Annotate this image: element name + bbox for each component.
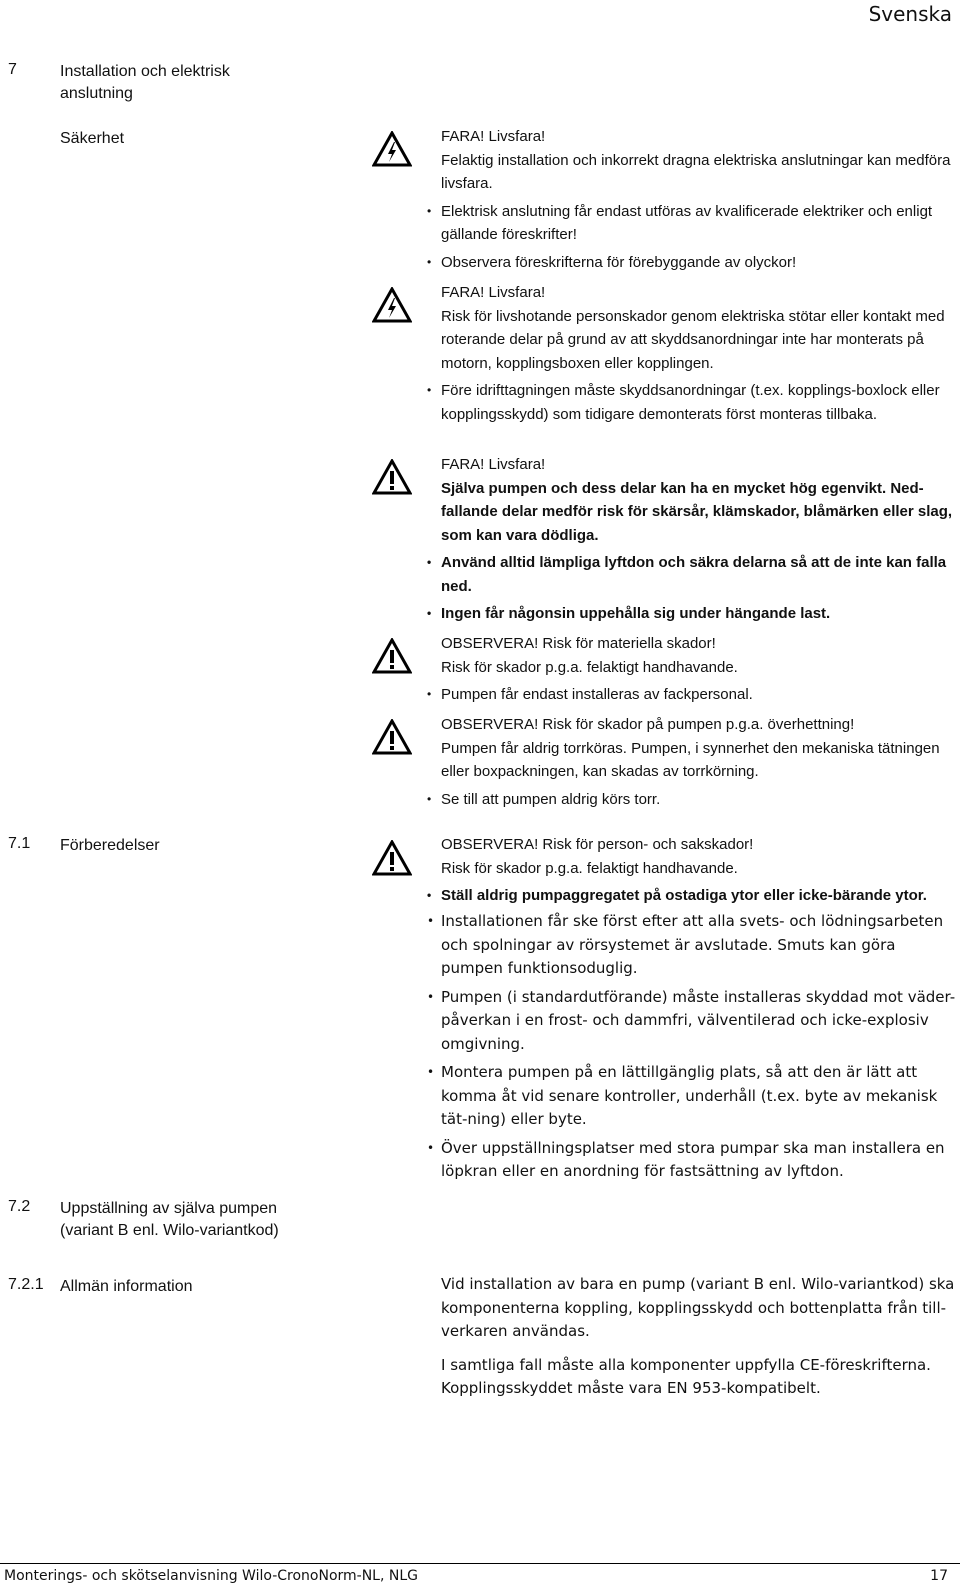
warning-bullet: • Ingen får någonsin uppehålla sig under hängande last. — [441, 602, 956, 626]
list-item: • Installationen får ske först efter att alla svets- och lödningsarbeten och spolningar av rörsystemet är avslutade. Smuts kan göra pumpen funktionsoduglig. — [441, 910, 956, 981]
electrical-hazard-icon — [372, 287, 412, 323]
warning-block-5 — [441, 713, 956, 815]
warning-bullet: • Observera föreskrifterna för förebyggande av olyckor! — [441, 251, 956, 275]
warning-text: Risk för skador p.g.a. felaktigt handhavande. — [441, 658, 738, 676]
list-item: • Montera pumpen på en lättillgänglig plats, så att den är lätt att komma åt vid senare kontroller, underhåll (t.ex. byte av mekanisk tät-ning) eller byte. — [441, 1061, 956, 1132]
warning-text: Felaktig installation och inkorrekt dragna elektriska anslutningar kan medföra livsfara. — [441, 151, 951, 192]
language-label: Svenska — [868, 2, 952, 26]
section-7-2-number: 7.2 — [8, 1198, 31, 1215]
warning-block-4 — [441, 632, 956, 711]
warning-text: Risk för skador p.g.a. felaktigt handhavande. — [441, 859, 738, 877]
footer-divider — [0, 1563, 960, 1564]
warning-title: OBSERVERA! Risk för person- och sakskador! — [441, 836, 754, 853]
section-7-2-1-title: Allmän information — [60, 1278, 193, 1295]
section-7-1-title: Förberedelser — [60, 837, 160, 854]
warning-title: FARA! Livsfara! — [441, 128, 546, 145]
warning-bullet: • Se till att pumpen aldrig körs torr. — [441, 788, 956, 812]
paragraph: I samtliga fall måste alla komponenter uppfylla CE-föreskrifterna. Kopplingsskyddet måste vara EN 953-kompatibelt. — [441, 1355, 931, 1397]
warning-title: FARA! Livsfara! — [441, 456, 546, 473]
warning-title: OBSERVERA! Risk för skador på pumpen p.g.a. överhettning! — [441, 716, 855, 733]
warning-text: Själva pumpen och dess delar kan ha en mycket hög egenvikt. Ned-fallande delar medför risk för skärsår, klämskador, blåmärken eller slag, som kan vara dödliga. — [441, 479, 953, 544]
footer-text: Monterings- och skötselanvisning Wilo-CronoNorm-NL, NLG — [4, 1568, 419, 1584]
paragraph: Vid installation av bara en pump (variant B enl. Wilo-variantkod) ska komponenterna koppling, kopplingsskydd och bottenplatta från till-verkaren användas. — [441, 1275, 955, 1340]
section-7-1-number: 7.1 — [8, 835, 31, 852]
safety-label: Säkerhet — [60, 130, 125, 147]
warning-bullet: • Före idrifttagningen måste skyddsanordningar (t.ex. kopplings-boxlock eller kopplingsskydd) som tidigare demonterats först monteras tillbaka. — [441, 379, 956, 426]
warning-bullet: • Ställ aldrig pumpaggregatet på ostadiga ytor eller icke-bärande ytor. — [441, 884, 956, 908]
warning-block-7-1 — [441, 833, 956, 912]
general-warning-icon — [372, 840, 412, 876]
page-number: 17 — [930, 1568, 948, 1584]
warning-title: FARA! Livsfara! — [441, 284, 546, 301]
warning-block-2 — [441, 281, 956, 430]
general-info-text — [441, 1273, 956, 1401]
section-7-2-title: Uppställning av själva pumpen (variant B enl. Wilo-variantkod) — [60, 1200, 279, 1239]
warning-bullet: • Pumpen får endast installeras av fackpersonal. — [441, 683, 956, 707]
section-7-2-1-number: 7.2.1 — [8, 1276, 44, 1293]
warning-text: Pumpen får aldrig torrköras. Pumpen, i synnerhet den mekaniska tätningen eller boxpackningen, kan skadas av torrkörning. — [441, 739, 940, 780]
general-warning-icon — [372, 638, 412, 674]
warning-title: OBSERVERA! Risk för materiella skador! — [441, 635, 716, 652]
section-7-number: 7 — [8, 61, 17, 78]
list-item: • Över uppställningsplatser med stora pumpar ska man installera en löpkran eller en anordning för fastsättning av lyftdon. — [441, 1137, 956, 1184]
list-item: • Pumpen (i standardutförande) måste installeras skyddad mot väder-påverkan i en frost- och dammfri, välventilerad och icke-explosiv omgivning. — [441, 986, 956, 1057]
warning-bullet: • Elektrisk anslutning får endast utföras av kvalificerade elektriker och enligt gällande föreskrifter! — [441, 200, 956, 247]
warning-block-3 — [441, 453, 956, 630]
section-7-title: Installation och elektrisk anslutning — [60, 63, 230, 102]
warning-bullet: • Använd alltid lämpliga lyftdon och säkra delarna så att de inte kan falla ned. — [441, 551, 956, 598]
general-warning-icon — [372, 459, 412, 495]
warning-block-1 — [441, 125, 956, 278]
electrical-hazard-icon — [372, 131, 412, 167]
preparation-list — [441, 910, 956, 1188]
general-warning-icon — [372, 719, 412, 755]
warning-text: Risk för livshotande personskador genom elektriska stötar eller kontakt med roterande delar på grund av att skyddsanordningar inte har monterats på motorn, kopplingsboxen eller kopplingen. — [441, 307, 945, 372]
